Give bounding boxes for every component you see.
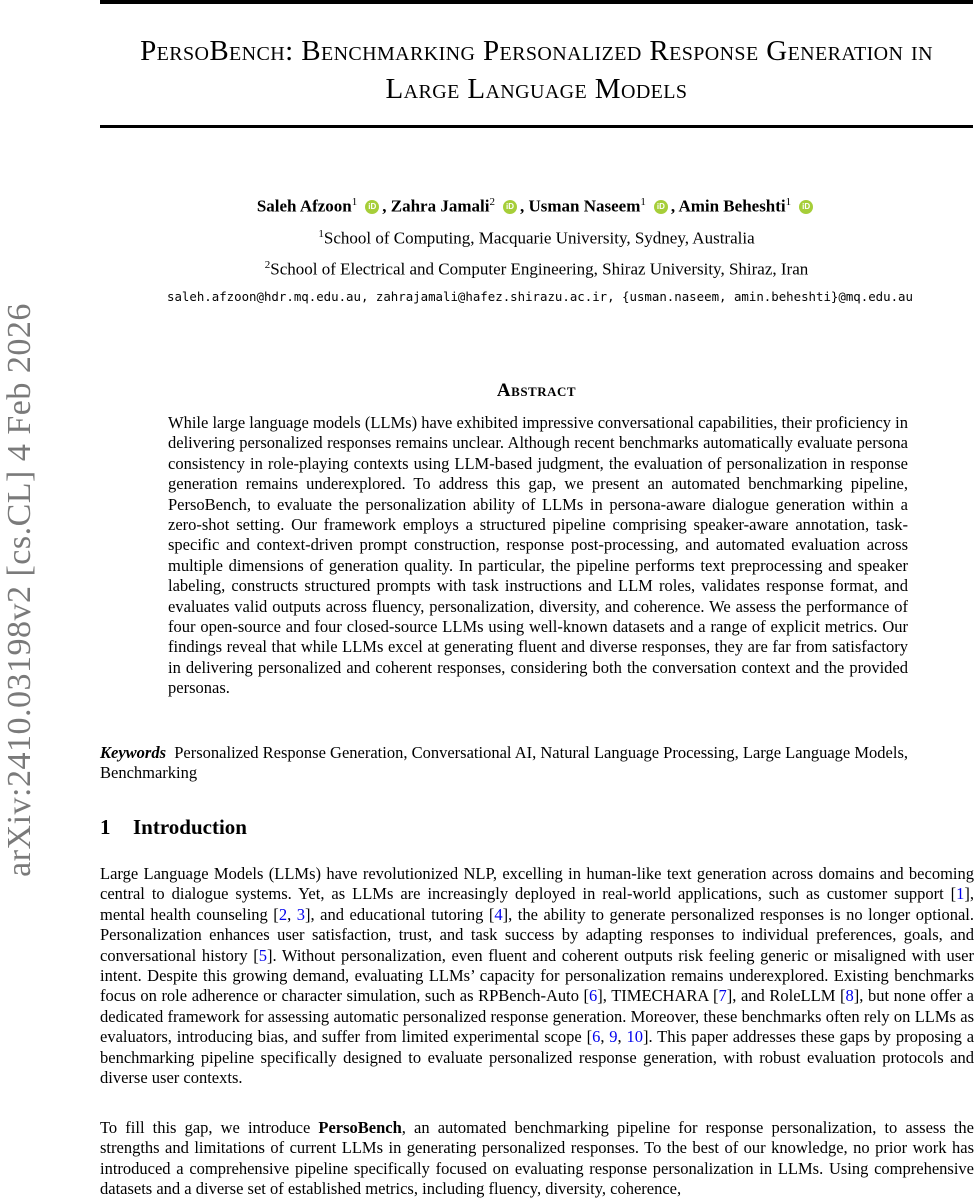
section-heading-introduction	[100, 815, 247, 840]
paragraph-text: ], and educational tutoring [	[304, 904, 495, 924]
paragraph-text: ]. This paper addresses these gaps by proposing a benchmarking pipeline specifically designed to evaluate personalized response generation, with robust evaluation protocols and diverse user contexts.	[100, 1027, 975, 1088]
citation-link[interactable]: 4	[494, 904, 503, 924]
intro-paragraph-2	[100, 1118, 974, 1200]
author-name: Saleh Afzoon	[256, 196, 352, 216]
author-name: Amin Beheshti	[678, 196, 786, 216]
author-separator: ,	[519, 196, 529, 216]
author-name: Usman Naseem	[528, 196, 641, 216]
affiliation-number: 1	[318, 228, 324, 240]
affiliation-1	[100, 223, 973, 250]
arxiv-identifier[interactable]: arXiv:2410.03198v2 [cs.CL] 4 Feb 2026	[1, 303, 38, 877]
paper-title: PersoBench: Benchmarking Personalized Response Generation in Large Language Models	[140, 35, 933, 105]
orcid-icon[interactable]: iD	[365, 200, 379, 214]
citation-link[interactable]: 7	[718, 986, 727, 1006]
author-affiliation-number: 1	[785, 196, 792, 208]
citation-link[interactable]: 8	[845, 986, 854, 1006]
paragraph-text: ], TIMECHARA [	[597, 986, 719, 1006]
section-number: 1	[100, 815, 111, 839]
paragraph-text: ], the ability to generate personalized responses is no longer optional. Personalization enhances user satisfaction, trust, and task success by adapting responses to individual preferences, goals, and conversational history [	[100, 904, 975, 965]
arxiv-stamp	[0, 275, 40, 905]
orcid-icon[interactable]: iD	[799, 200, 813, 214]
orcid-icon[interactable]: iD	[654, 200, 668, 214]
author-affiliation-number: 1	[640, 196, 646, 208]
title-rule	[100, 125, 973, 128]
top-rule	[100, 0, 973, 4]
citation-link[interactable]: 2	[278, 904, 288, 924]
keywords	[100, 743, 973, 784]
paragraph-text: ,	[600, 1027, 610, 1047]
paragraph-text: ], but none offer a dedicated framework for assessing automatic personalized response generation. Moreover, these benchmarks often rely on LLMs as evaluators, introducing bias, and suffer from limited experimental scope [	[100, 986, 974, 1047]
paragraph-text: ]. Without personalization, even fluent and coherent outputs risk feeling generic or misaligned with user intent. Despite this growing demand, evaluating LLMs’ capacity for personalization remains underexplored. Existing benchmarks focus on role adherence or character simulation, such as RPBench-Auto [	[100, 945, 974, 1006]
citation-link[interactable]: 9	[609, 1027, 618, 1047]
bold-term: PersoBench	[318, 1118, 402, 1137]
paragraph-text: To fill this gap, we introduce	[100, 1118, 319, 1137]
citation-link[interactable]: 5	[258, 945, 267, 965]
keywords-text: Personalized Response Generation, Conversational AI, Natural Language Processing, Large Language Models, Benchmarking	[100, 743, 908, 783]
paragraph-text: , an automated benchmarking pipeline for response personalization, to assess the strengths and limitations of current LLMs in generating personalized responses. To the best of our knowledge, no prior work has introduced a comprehensive pipeline specifically focused on evaluating response personalization in LLMs. Using comprehensive datasets and a diverse set of established metrics, including fluency, diversity, coherence,	[100, 1118, 974, 1199]
citation-link[interactable]: 6	[592, 1027, 601, 1047]
citation-link[interactable]: 10	[626, 1027, 643, 1047]
author-separator: ,	[382, 196, 391, 216]
citation-link[interactable]: 3	[296, 904, 305, 924]
author-separator: ,	[670, 196, 679, 216]
abstract-heading: Abstract	[496, 380, 577, 401]
orcid-icon[interactable]: iD	[503, 200, 517, 214]
paragraph-text: Large Language Models (LLMs) have revolutionized NLP, excelling in human-like text generation across domains and becoming central to dialogue systems. Yet, as LLMs are increasingly deployed in real-world applications, such as customer support [	[100, 864, 974, 904]
affiliation-text: School of Computing, Macquarie University, Sydney, Australia	[323, 228, 755, 248]
abstract-body: While large language models (LLMs) have exhibited impressive conversational capabilities, their proficiency in delivering personalized responses remains unclear. Although recent benchmarks automatically evaluate persona consistency in role-playing contexts using LLM-based judgment, the evaluation of personalization in response generation remains underexplored. To address this gap, we present an automated benchmarking pipeline, PersoBench, to evaluate the personalization ability of LLMs in persona-aware dialogue generation within a zero-shot setting. Our framework employs a structured pipeline comprising speaker-aware annotation, task-specific and context-driven prompt construction, response post-processing, and automated evaluation across multiple dimensions of generation quality. In particular, the pipeline performs text preprocessing and speaker labeling, constructs structured prompts with task instructions and LLM roles, validates response format, and evaluates valid outputs across fluency, personalization, diversity, and coherence. We assess the performance of four open-source and four closed-source LLMs using well-known datasets and a range of explicit metrics. Our findings reveal that while LLMs excel at generating fluent and diverse responses, they are far from satisfactory in delivering personalized and coherent responses, considering both the conversation context and the provided personas.	[168, 413, 908, 698]
section-title: Introduction	[133, 815, 247, 839]
author-affiliation-number: 1	[351, 196, 358, 208]
intro-paragraph-1	[100, 864, 974, 1088]
author-affiliation-number: 2	[489, 196, 495, 208]
citation-link[interactable]: 1	[956, 884, 965, 904]
author-emails[interactable]: saleh.afzoon@hdr.mq.edu.au, zahrajamali@hafez.shirazu.ac.ir, {usman.naseem, amin.beheshti}@mq.edu.au	[167, 289, 913, 304]
affiliation-2	[100, 254, 973, 281]
keywords-label: Keywords	[100, 743, 166, 762]
paragraph-text: ,	[287, 904, 297, 924]
paragraph-text: ], mental health counseling [	[100, 884, 974, 924]
paragraph-text: ,	[617, 1027, 627, 1047]
affiliation-number: 2	[264, 259, 271, 271]
author-list	[100, 190, 973, 219]
affiliation-text: School of Electrical and Computer Engineering, Shiraz University, Shiraz, Iran	[270, 259, 809, 279]
paragraph-text: ], and RoleLLM [	[726, 986, 846, 1006]
author-name: Zahra Jamali	[390, 196, 490, 216]
citation-link[interactable]: 6	[589, 986, 598, 1006]
